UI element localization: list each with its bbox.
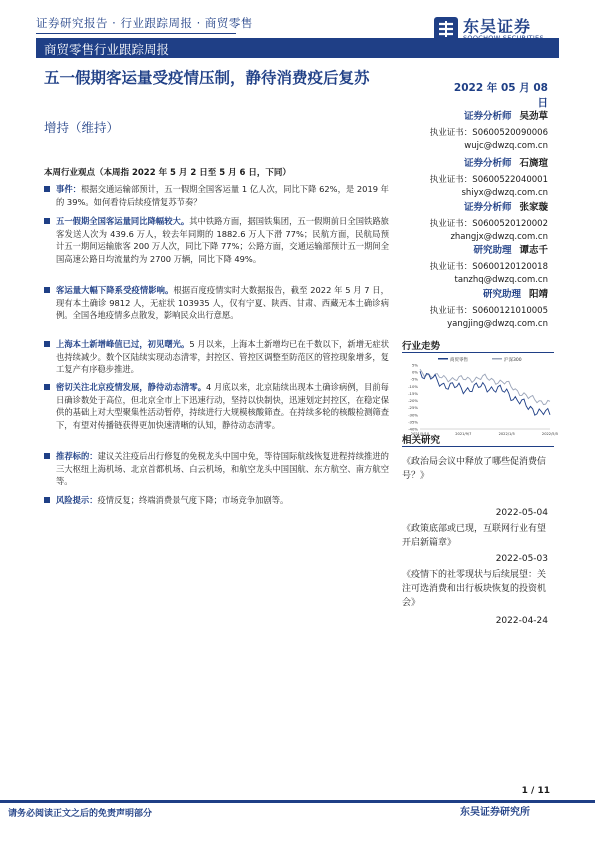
analyst-cert: 执业证书：S0600522040001 <box>429 175 548 185</box>
legend-swatch-retail <box>438 358 448 360</box>
analyst-role: 证券分析师 <box>463 111 512 122</box>
y-tick-label: -20% <box>408 398 418 404</box>
bullet-square-icon <box>44 453 50 459</box>
analyst-email[interactable]: yangjing@dwzq.com.cn <box>447 319 548 329</box>
trend-rule <box>402 352 554 353</box>
rating: 增持（维持） <box>44 120 120 135</box>
bullet-item <box>44 338 389 376</box>
bullet-text: 根据百度疫情实时大数据报告，截至 2022 年 5 月 7 日，现有本土确诊 9812 人，无症状 103935 人，仅有宁夏、陕西、甘肃、西藏无本土确诊病例。全国各地疫情多点散发，影响民众出行意愿。 <box>56 285 389 321</box>
weekly-intro: 本周行业观点（本周指 2022 年 5 月 2 日至 5 月 6 日，下同） <box>44 168 291 178</box>
analyst-cert: 执业证书：S0600120120018 <box>429 262 548 272</box>
legend-swatch-hs300 <box>492 358 502 360</box>
bullet-item <box>44 183 389 208</box>
bullet-text: 其中铁路方面，据国铁集团，五一假期前日全国铁路旅客发送人次为 439.6 万人，较去年同期的 1882.6 万人下滑 77%；民航方面，民航局预计五一期间运输旅客 200 万人次，同比下降 77%；公路方面，交通运输部预计五一期间全国高速公路日均流量约为 2700 万辆，同比下降 49%。 <box>56 216 389 264</box>
analyst-cert: 执业证书：S0600520090006 <box>429 128 548 138</box>
bullet-lead: 上海本土新增峰值已过，初见曙光。 <box>56 339 190 349</box>
bullet-square-icon <box>44 186 50 192</box>
related-title: 相关研究 <box>402 435 441 446</box>
related-item-title[interactable]: 《疫情下的社零现状与后续展望：关注可选消费和出行板块恢复的投资机会》 <box>402 570 547 608</box>
report-headline: 五一假期客运量受疫情压制，静待消费疫后复苏 <box>44 69 370 87</box>
analyst-role: 研究助理 <box>473 245 512 256</box>
analyst-role: 证券分析师 <box>463 202 512 213</box>
bullet-item <box>44 450 389 488</box>
related-item-date: 2022-05-03 <box>495 554 548 564</box>
logo-en-text: SOOCHOW SECURITIES <box>463 34 544 42</box>
section-title: 商贸零售行业跟踪周报 <box>44 42 170 57</box>
header-rule <box>36 33 236 34</box>
analyst-block <box>348 104 548 151</box>
bullet-lead: 风险提示： <box>56 495 98 505</box>
bullet-lead: 事件： <box>56 184 81 194</box>
y-tick-label: -25% <box>408 405 418 411</box>
bullet-item <box>44 215 389 265</box>
analyst-role: 研究助理 <box>482 289 521 300</box>
trend-chart <box>402 355 559 439</box>
report-date: 2022 年 05 月 08 日 <box>453 82 548 109</box>
analyst-email[interactable]: tanzhq@dwzq.com.cn <box>454 275 548 285</box>
bullet-lead: 推荐标的： <box>56 451 98 461</box>
x-tick-label: 2022/1/5 <box>498 432 515 436</box>
y-tick-label: -35% <box>408 419 418 425</box>
page-number: 1 / 11 <box>521 786 550 796</box>
y-tick-label: -40% <box>408 426 418 432</box>
analyst-name: 张家璇 <box>519 202 548 213</box>
analyst-email[interactable]: zhangjx@dwzq.com.cn <box>450 232 548 242</box>
bullet-item <box>44 381 389 431</box>
trend-title: 行业走势 <box>402 341 441 352</box>
y-tick-label: -10% <box>408 383 418 389</box>
y-tick-label: 5% <box>411 362 418 368</box>
y-tick-label: -30% <box>408 412 418 418</box>
x-tick-label: 2021/9/7 <box>455 432 472 436</box>
bullet-square-icon <box>44 341 50 347</box>
y-tick-label: 0% <box>411 369 418 375</box>
x-tick-label: 2021/5/10 <box>410 432 430 436</box>
disclaimer-note: 请务必阅读正文之后的免责声明部分 <box>8 809 153 819</box>
bullet-text: 建议关注疫后出行修复的免税龙头中国中免，等待国际航线恢复进程持续推进的三大枢纽上海机场、北京首都机场、白云机场，和航空龙头中国国航、东方航空、南方航空等。 <box>56 451 389 487</box>
analyst-name: 石旖瑄 <box>519 158 548 169</box>
analyst-cert: 执业证书：S0600520120002 <box>429 219 548 229</box>
related-item-title[interactable]: 《政治局会议中释放了哪些促消费信号？》 <box>402 457 547 481</box>
bullet-text: 4 月底以来，北京陆续出现本土确诊病例，目前每日确诊数处于高位，但北京全市上下迅速行动，坚持以快制快，迅速划定封控区，在稳定保供的基础上对大型聚集性活动暂停，持续进行大规模核酸筛查。在持续多轮的核酸检测筛查下，有望对传播链获得更加快速清晰的认知，静待动态清零。 <box>56 382 389 430</box>
bullet-item <box>44 494 389 507</box>
bullet-text: 5 月以来，上海本土新增均已在千数以下，新增无症状也持续减少。数个区陆续实现动态清零，封控区、管控区调整至防范区的管控现象增多，复工复产有序稳步推进。 <box>56 339 389 375</box>
analyst-name: 吴劲草 <box>519 111 548 122</box>
bullet-lead: 五一假期全国客运量同比降幅较大。 <box>56 216 190 226</box>
related-item-title[interactable]: 《政策底部或已现，互联网行业有望开启新篇章》 <box>402 524 547 548</box>
analyst-cert: 执业证书：S0600121010005 <box>429 306 548 316</box>
analyst-email[interactable]: shiyx@dwzq.com.cn <box>461 188 548 198</box>
bullet-text: 根据交通运输部预计，五一假期全国客运量 1 亿人次，同比下降 62%，是 2019 年的 39%。如何看待后续疫情复苏节奏？ <box>56 184 389 207</box>
related-item-date: 2022-04-24 <box>495 616 548 626</box>
bullet-square-icon <box>44 218 50 224</box>
analyst-name: 谭志千 <box>519 245 548 256</box>
analyst-name: 阳靖 <box>528 289 548 300</box>
bullet-square-icon <box>44 287 50 293</box>
legend-label-hs300: 沪深300 <box>504 358 522 363</box>
logo-cn-text: 东吴证券 <box>463 17 532 36</box>
y-tick-label: -5% <box>410 376 418 382</box>
analyst-email[interactable]: wujc@dwzq.com.cn <box>464 141 548 151</box>
soochow-logo <box>433 14 563 48</box>
institute-name: 东吴证券研究所 <box>460 807 530 818</box>
bullet-text: 疫情反复；终端消费景气度下降；市场竞争加剧等。 <box>97 495 289 505</box>
bullet-square-icon <box>44 497 50 503</box>
logo-mark-icon <box>433 16 459 42</box>
bullet-lead: 客运量大幅下降系受疫情影响。 <box>56 285 174 295</box>
breadcrumb: 证券研究报告 · 行业跟踪周报 · 商贸零售 <box>36 16 253 30</box>
x-tick-label: 2022/5/5 <box>541 432 559 436</box>
y-tick-label: -15% <box>408 390 418 396</box>
bullet-square-icon <box>44 384 50 390</box>
related-item-date: 2022-05-04 <box>495 508 548 518</box>
related-rule <box>402 446 554 447</box>
bullet-item <box>44 284 389 322</box>
analyst-role: 证券分析师 <box>463 158 512 169</box>
bullet-lead: 密切关注北京疫情发展，静待动态清零。 <box>56 382 207 392</box>
legend-label-retail: 商贸零售 <box>450 358 468 363</box>
